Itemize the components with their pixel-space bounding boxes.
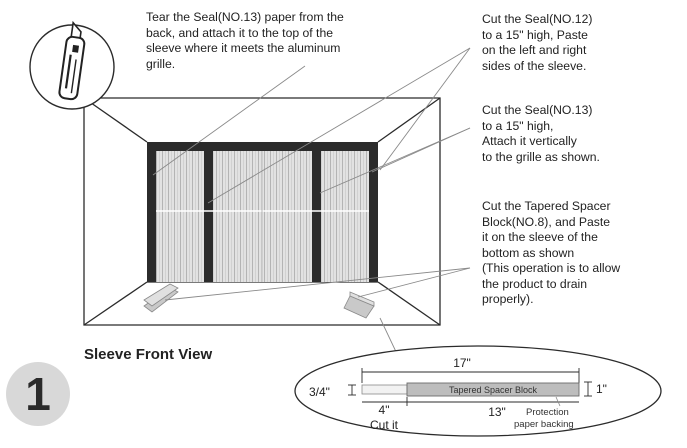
left-height-label: 3/4" <box>309 385 330 399</box>
note-r2-line: to the grille as shown. <box>482 149 600 164</box>
backing-label-1: Protection <box>526 407 569 418</box>
step-badge <box>6 362 70 426</box>
note-top-line: back, and attach it to the top of the <box>146 25 334 40</box>
backing-label-2: paper backing <box>514 419 574 430</box>
sleeve-edge-bottom-left <box>84 282 147 325</box>
leader-right1-b <box>380 48 470 170</box>
note-spacer-block <box>482 199 620 308</box>
note-r3-line: (This operation is to allow <box>482 261 621 275</box>
view-title: Sleeve Front View <box>84 346 213 363</box>
right-height-label: 1" <box>596 382 607 396</box>
note-r3-line: properly). <box>482 292 534 306</box>
note-r3-line: Cut the Tapered Spacer <box>482 199 611 213</box>
grille-panel-left <box>156 151 204 282</box>
note-seal-13-vertical <box>482 103 600 165</box>
tool-callout <box>30 22 114 109</box>
sleeve-edge-top-right <box>378 98 440 142</box>
note-r3-line: the product to drain <box>482 276 588 291</box>
leader-right2-b <box>372 128 470 172</box>
sleeve-edge-top-left <box>84 98 147 142</box>
cut-length-label: 4" <box>378 403 390 417</box>
note-top-line: sleeve where it meets the aluminum <box>146 41 341 55</box>
cut-off-segment <box>362 385 407 394</box>
note-r3-line: it on the sleeve of the <box>482 230 598 244</box>
block-label: Tapered Spacer Block <box>448 385 538 395</box>
grille-panel-right <box>321 151 369 282</box>
detail-callout <box>295 346 661 436</box>
note-top-line: Tear the Seal(NO.13) paper from the <box>146 10 344 24</box>
note-r1-line: on the left and right <box>482 43 587 57</box>
note-r3-line: bottom as shown <box>482 245 575 260</box>
note-r1-line: Cut the Seal(NO.12) <box>482 12 593 26</box>
spacer-blocks <box>144 284 374 318</box>
note-r2-line: Cut the Seal(NO.13) <box>482 103 593 117</box>
note-r1-line: sides of the sleeve. <box>482 58 587 73</box>
note-r1-line: to a 15" high, Paste <box>482 27 588 42</box>
block-length-label: 13" <box>488 405 506 419</box>
cut-it-label: Cut it <box>369 418 399 432</box>
note-r2-line: to a 15" high, <box>482 118 554 133</box>
note-top-line: grille. <box>146 56 176 71</box>
note-r3-line: Block(NO.8), and Paste <box>482 214 611 229</box>
note-seal-12-sides <box>482 12 592 74</box>
dim-total-label: 17" <box>453 356 471 370</box>
sleeve-edge-bottom-right <box>378 282 440 325</box>
note-top-seal-13-top <box>146 10 344 72</box>
step-number: 1 <box>25 368 51 420</box>
note-r2-line: Attach it vertically <box>482 134 577 148</box>
grille <box>147 142 378 282</box>
